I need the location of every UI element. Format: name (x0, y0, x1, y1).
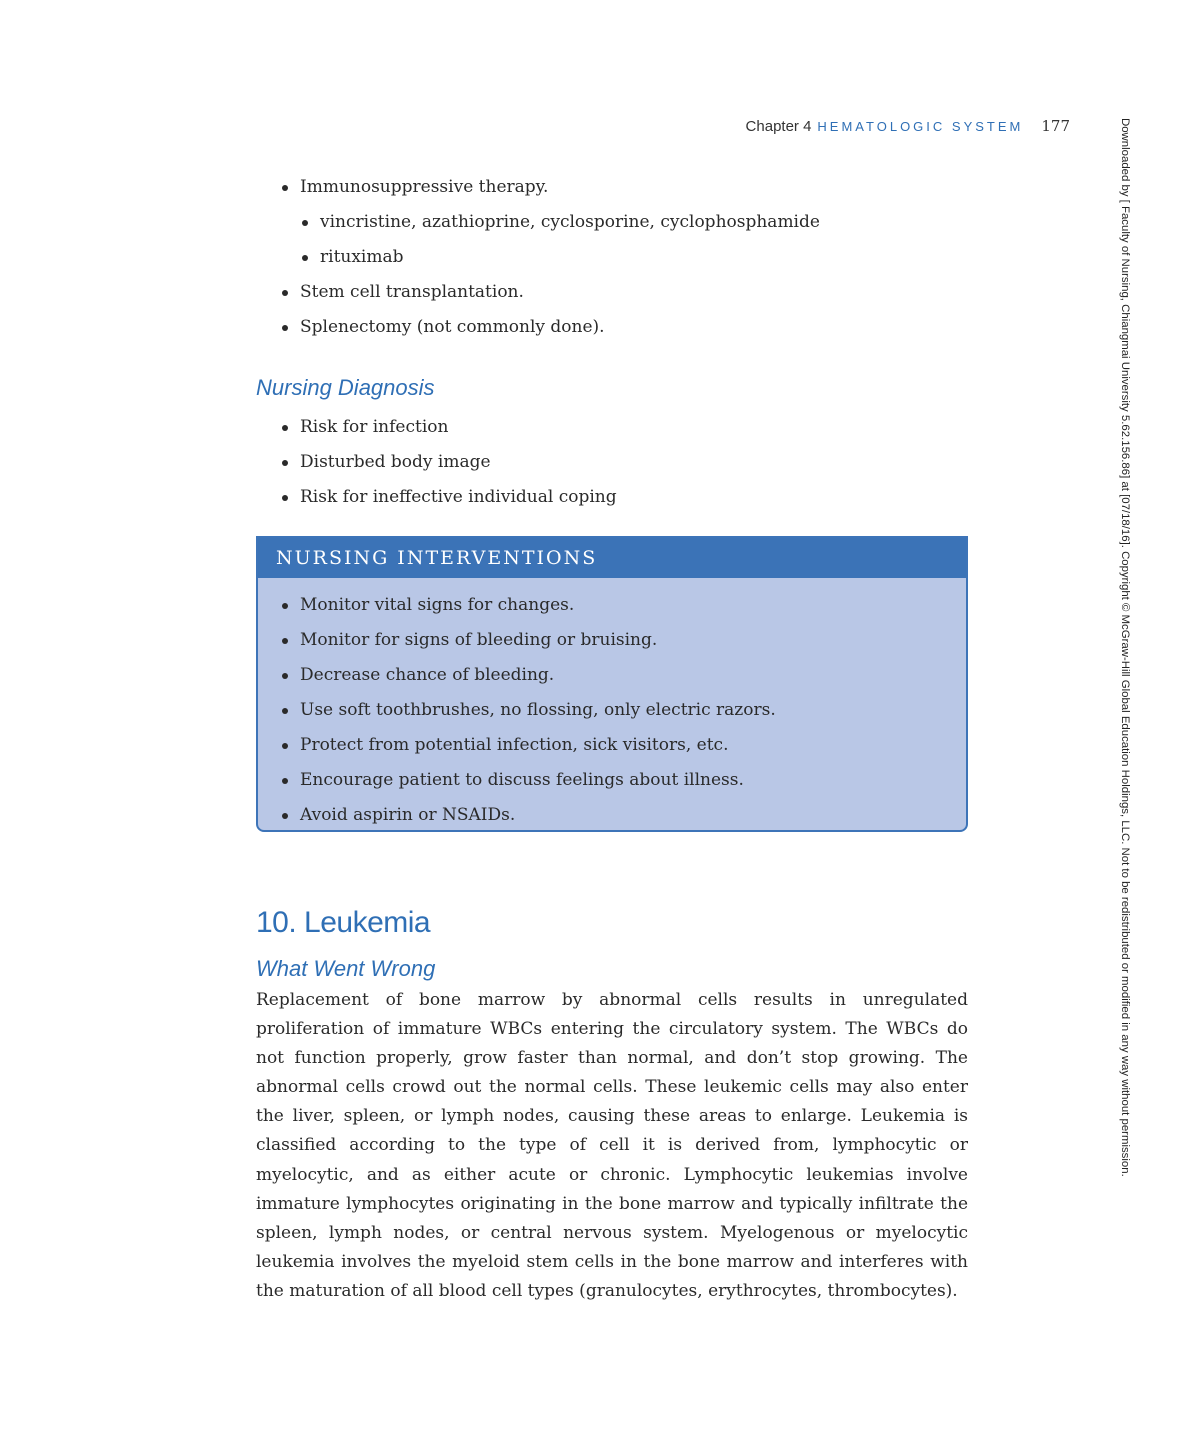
nursing-interventions-box (256, 536, 968, 832)
list-item: Stem cell transplantation. (280, 275, 820, 310)
treatment-list (280, 170, 820, 345)
section-heading: 10. Leukemia (256, 906, 431, 939)
list-item: Risk for ineffective individual coping (280, 480, 617, 515)
list-item: rituximab (300, 240, 820, 275)
list-item: Encourage patient to discuss feelings about illness. (280, 763, 776, 798)
list-item: Avoid aspirin or NSAIDs. (280, 798, 776, 833)
running-head (600, 117, 1070, 135)
nursing-diagnosis-list (280, 410, 617, 515)
page-number: 177 (1041, 117, 1070, 135)
nursing-interventions-heading: NURSING INTERVENTIONS (258, 538, 966, 578)
list-item: Immunosuppressive therapy. (280, 170, 820, 205)
list-item: Disturbed body image (280, 445, 617, 480)
body-paragraph: Replacement of bone marrow by abnormal cells results in unregulated proliferation of immature WBCs entering the circulatory system. The WBCs do not function properly, grow faster than normal, and don’t stop growing. The abnormal cells crowd out the normal cells. These leukemic cells may also enter the liver, spleen, or lymph nodes, causing these areas to enlarge. Leukemia is classified according to the type of cell it is derived from, lymphocytic or myelocytic, and as either acute or chronic. Lymphocytic leukemias involve immature lymphocytes originating in the bone marrow and typically infiltrate the spleen, lymph nodes, or central nervous system. Myelogenous or myelocytic leukemia involves the myeloid stem cells in the bone marrow and interferes with the maturation of all blood cell types (granulocytes, erythrocytes, thrombocytes). (256, 990, 968, 1301)
list-item: Splenectomy (not commonly done). (280, 310, 820, 345)
section-title: HEMATOLOGIC SYSTEM (817, 119, 1024, 134)
what-went-wrong-heading: What Went Wrong (256, 956, 436, 981)
chapter-label: Chapter 4 (745, 118, 812, 135)
list-item: Decrease chance of bleeding. (280, 658, 776, 693)
list-item: Protect from potential infection, sick visitors, etc. (280, 728, 776, 763)
list-item: Use soft toothbrushes, no flossing, only electric razors. (280, 693, 776, 728)
list-item: Monitor for signs of bleeding or bruising. (280, 623, 776, 658)
list-item: Risk for infection (280, 410, 617, 445)
nursing-interventions-list (280, 588, 776, 833)
list-item: Monitor vital signs for changes. (280, 588, 776, 623)
list-item: vincristine, azathioprine, cyclosporine, cyclophosphamide (300, 205, 820, 240)
copyright-notice: Downloaded by [ Faculty of Nursing, Chiangmai University 5.62.156.86] at [07/18/16]. Copyright © McGraw-Hill Global Education Holdings, LLC. Not to be redistributed or modified in any way without permission. (1119, 118, 1131, 1177)
nursing-diagnosis-heading: Nursing Diagnosis (256, 375, 435, 400)
